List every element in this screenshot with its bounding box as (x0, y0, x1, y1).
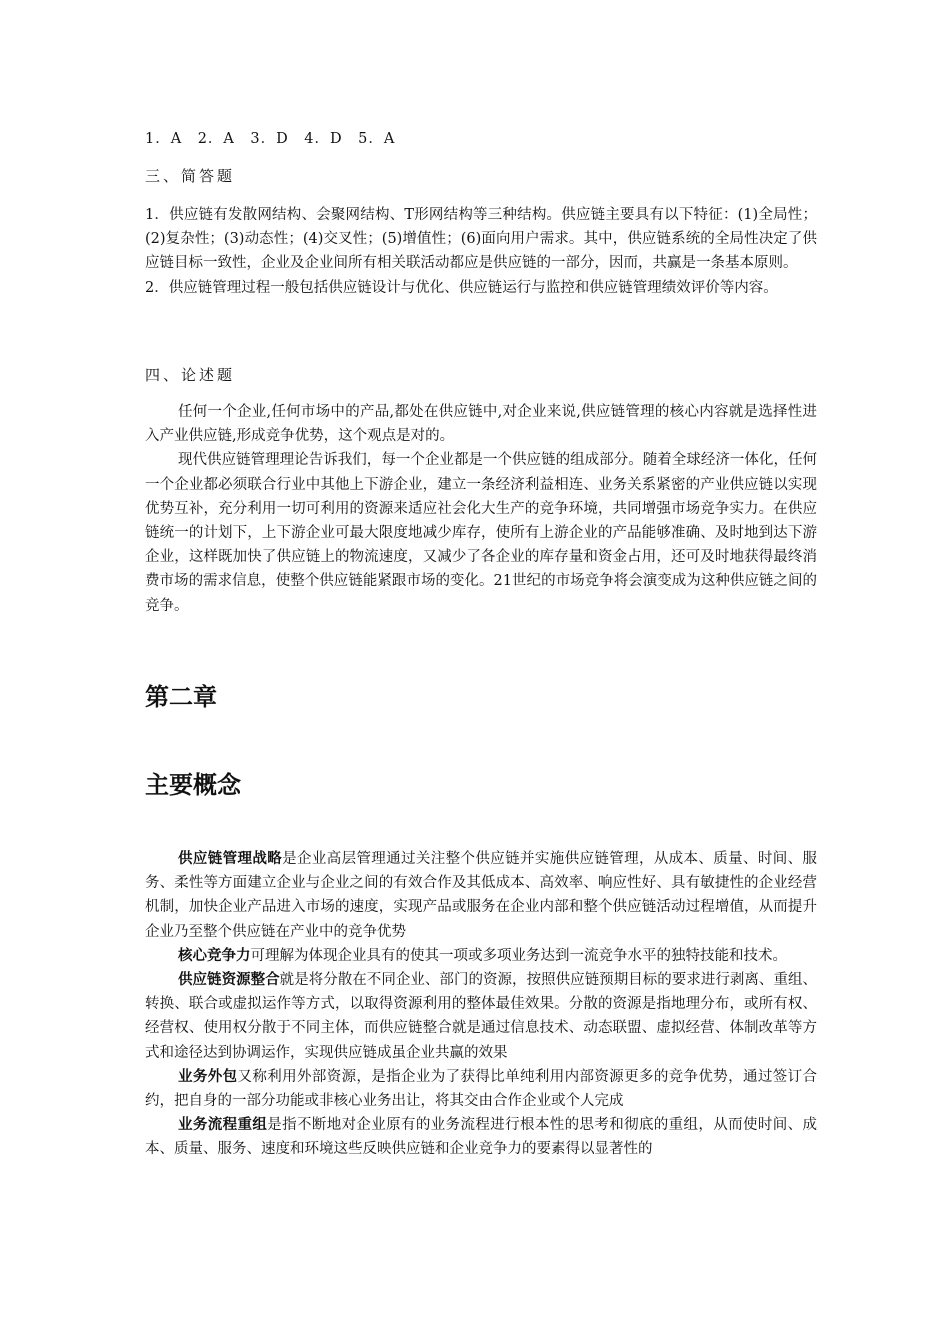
concept-term: 业务外包 (178, 1068, 238, 1085)
concept-item (145, 968, 817, 1065)
concept-item (145, 847, 817, 944)
answer-key: 1．A 2．A 3．D 4．D 5．A (145, 131, 396, 147)
concept-item (145, 1065, 817, 1113)
concept-term: 业务流程重组 (178, 1117, 268, 1134)
concept-term: 供应链管理战略 (178, 851, 283, 867)
chapter-title: 第二章 (145, 683, 217, 711)
concept-definition: 是企业高层管理通过关注整个供应链并实施供应链管理，从成本、质量、时间、服务、柔性等方面建立企业与企业之间的有效合作及其低成本、高效率、响应性好、具有敏捷性的企业经营机制，加快企业产品进入市场的速度，实现产品或服务在企业内部和整个供应链活动过程增值，从而提升企业乃至整个供应链在产业中的竞争优势 (145, 851, 818, 940)
section-heading-essay: 四、论述题 (145, 366, 236, 384)
concept-definition: 是指不断地对企业原有的业务流程进行根本性的思考和彻底的重组，从而使时间、成本、质量、服务、速度和环境这些反映供应链和企业竞争力的要素得以显著性的 (145, 1117, 818, 1158)
essay-paragraph-1: 任何一个企业,任何市场中的产品,都处在供应链中,对企业来说,供应链管理的核心内容就是选择性进入产业供应链,形成竞争优势，这个观点是对的。 (145, 404, 817, 445)
essay-block (145, 400, 817, 618)
section-heading-short-answer: 三、简答题 (145, 167, 236, 185)
short-answer-block (145, 203, 817, 300)
short-answer-2: 2．供应链管理过程一般包括供应链设计与优化、供应链运行与监控和供应链管理绩效评价等内容。 (145, 279, 778, 296)
concept-item (145, 1113, 817, 1161)
concept-definition: 可理解为体现企业具有的使其一项或多项业务达到一流竞争水平的独特技能和技术。 (250, 947, 787, 964)
essay-paragraph-2: 现代供应链管理理论告诉我们，每一个企业都是一个供应链的组成部分。随着全球经济一体化，任何一个企业都必须联合行业中其他上下游企业，建立一条经济利益相连、业务关系紧密的产业供应链以实现优势互补，充分利用一切可利用的资源来适应社会化大生产的竞争环境，共同增强市场竞争实力。在供应链统一的计划下，上下游企业可最大限度地减少库存，使所有上游企业的产品能够准确、及时地到达下游企业，这样既加快了供应链上的物流速度，又减少了各企业的库存量和资金占用，还可及时地获得最终消费市场的需求信息，使整个供应链能紧跟市场的变化。21世纪的市场竞争将会演变成为这种供应链之间的竞争。 (145, 452, 817, 614)
concept-item (145, 944, 817, 968)
concepts-list (145, 847, 817, 1162)
concept-term: 供应链资源整合 (178, 972, 280, 989)
concept-term: 核心竞争力 (178, 947, 251, 964)
concept-definition: 就是将分散在不同企业、部门的资源，按照供应链预期目标的要求进行剥离、重组、转换、联合或虚拟运作等方式，以取得资源利用的整体最佳效果。分散的资源是指地理分布，或所有权、经营权、使用权分散于不同主体，而供应链整合就是通过信息技术、动态联盟、虚拟经营、体制改革等方式和途径达到协调运作，实现供应链成虽企业共赢的效果 (145, 972, 818, 1061)
concepts-title: 主要概念 (145, 771, 241, 799)
short-answer-1: 1．供应链有发散网结构、会聚网结构、T形网结构等三种结构。供应链主要具有以下特征：(1)全局性；(2)复杂性；(3)动态性；(4)交叉性；(5)增值性；(6)面向用户需求。其中，供应链系统的全局性决定了供应链目标一致性，企业及企业间所有相关联活动都应是供应链的一部分，因而，共赢是一条基本原则。 (145, 207, 817, 272)
concept-definition: 又称利用外部资源，是指企业为了获得比单纯利用内部资源更多的竞争优势，通过签订合约，把自身的一部分功能或非核心业务出让，将其交由合作企业或个人完成 (145, 1068, 818, 1110)
